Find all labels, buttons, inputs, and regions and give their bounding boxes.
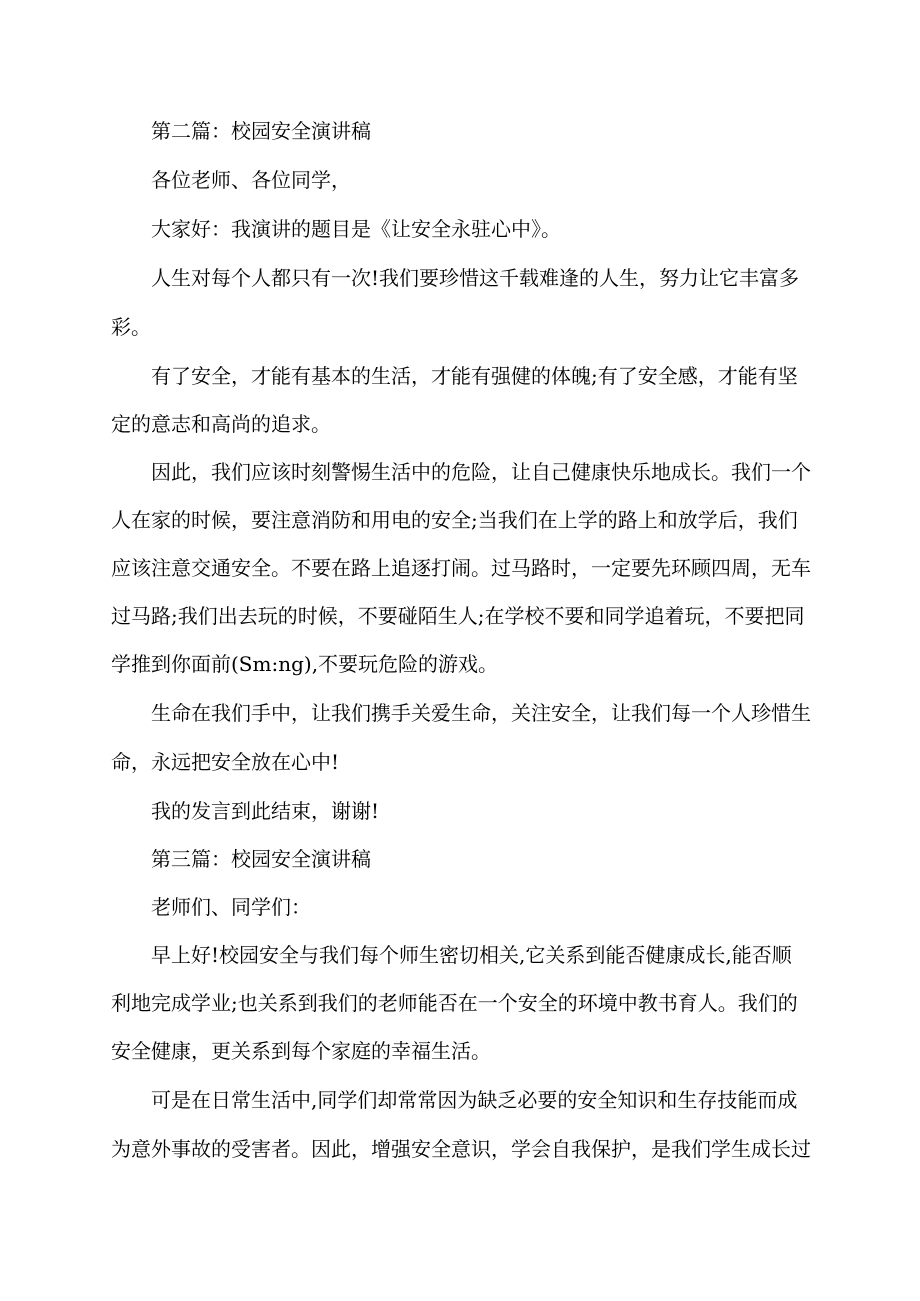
text-line: 定的意志和高尚的追求。	[111, 412, 331, 436]
text-line: 有了安全，才能有基本的生活，才能有强健的体魄;有了安全感，才能有坚	[111, 364, 798, 388]
text-line: 生命在我们手中，让我们携手关爱生命，关注安全，让我们每一个人珍惜生	[111, 701, 811, 725]
text-line: 命，永远把安全放在心中!	[111, 750, 340, 774]
text-line: 应该注意交通安全。不要在路上追逐打闹。过马路时，一定要先环顾四周，无车	[111, 556, 811, 580]
text-line: 大家好：我演讲的题目是《让安全永驻心中》。	[111, 217, 561, 241]
text-line: 安全健康，更关系到每个家庭的幸福生活。	[111, 1039, 491, 1063]
text-line: 利地完成学业;也关系到我们的老师能否在一个安全的环境中教书育人。我们的	[111, 991, 798, 1015]
text-line: 我的发言到此结束，谢谢!	[111, 799, 380, 823]
text-line: 因此，我们应该时刻警惕生活中的危险，让自己健康快乐地成长。我们一个	[111, 460, 811, 484]
text-line: 老师们、同学们：	[111, 895, 311, 919]
text-line: 可是在日常生活中,同学们却常常因为缺乏必要的安全知识和生存技能而成	[111, 1088, 798, 1112]
text-line: 人生对每个人都只有一次!我们要珍惜这千载难逢的人生，努力让它丰富多	[111, 266, 800, 290]
text-line: 学推到你面前(Sm:ng),不要玩危险的游戏。	[111, 652, 499, 676]
text-line: 过马路;我们出去玩的时候，不要碰陌生人;在学校不要和同学追着玩，不要把同	[111, 604, 805, 628]
text-line: 彩。	[111, 315, 151, 339]
text-line: 早上好!校园安全与我们每个师生密切相关,它关系到能否健康成长,能否顺	[111, 943, 792, 967]
text-line: 人在家的时候，要注意消防和用电的安全;当我们在上学的路上和放学后，我们	[111, 508, 798, 532]
text-line: 为意外事故的受害者。因此，增强安全意识，学会自我保护，是我们学生成长过	[111, 1137, 811, 1161]
text-line: 第三篇：校园安全演讲稿	[111, 847, 371, 871]
text-line: 第二篇：校园安全演讲稿	[111, 119, 371, 143]
text-line: 各位老师、各位同学，	[111, 168, 351, 192]
